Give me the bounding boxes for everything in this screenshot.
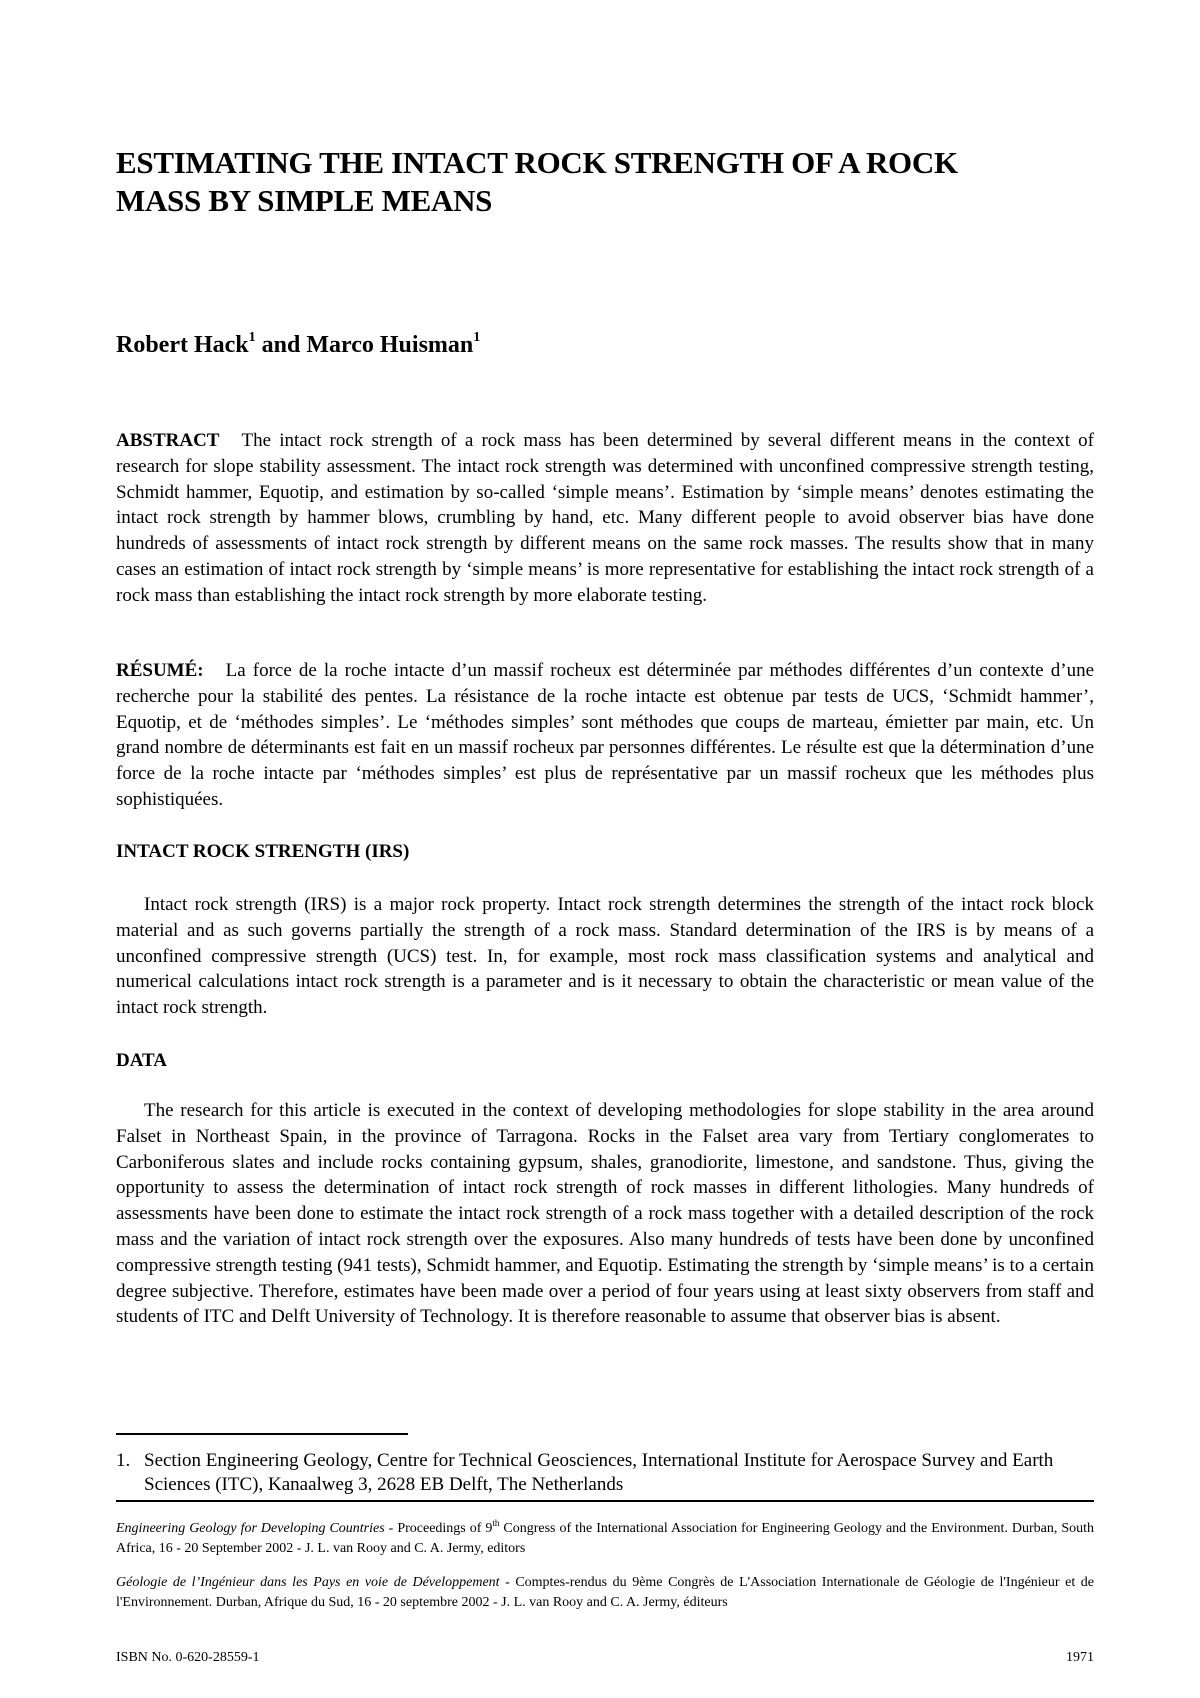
proceedings-english: Engineering Geology for Developing Countries - Proceedings of 9th Congress of the International Association for Engineering Geology and the Environment. Durban, South Africa, 16 - 20 September 2002 - J. L. van Rooy and C. A. Jermy, editors [116,1518,1094,1556]
proceedings-english-title: Engineering Geology for Developing Countries [116,1521,385,1536]
author-line [116,330,480,360]
author-name: Marco Huisman [306,332,474,358]
author-name: Robert Hack [116,332,249,358]
section-heading-irs: INTACT ROCK STRENGTH (IRS) [116,841,410,862]
proceedings-french: Géologie de l’Ingénieur dans les Pays en voie de Développement - Comptes-rendus du 9ème Congrès de L'Association Internationale de Géologie de l'Ingénieur et de l'Environnement. Durban, Afrique du Sud, 16 - 20 septembre 2002 - J. L. van Rooy and C. A. Jermy, éditeurs [116,1575,1094,1610]
footnote-number: 1. [116,1450,131,1471]
footnote-text: Section Engineering Geology, Centre for Technical Geosciences, International Institute for Aerospace Survey and Earth Sciences (ITC), Kanaalweg 3, 2628 EB Delft, The Netherlands [144,1450,1054,1495]
resume-label: RÉSUMÉ: [116,660,204,681]
isbn: ISBN No. 0-620-28559-1 [116,1650,260,1665]
abstract-paragraph [116,428,1094,609]
data-paragraph: The research for this article is executed in the context of developing methodologies for slope stability in the area around Falset in Northeast Spain, in the province of Tarragona. Rocks in the Falset area vary from Tertiary conglomerates to Carboniferous slates and include rocks containing gypsum, shales, granodiorite, limestone, and sandstone. Thus, giving the opportunity to assess the determination of intact rock strength of rock masses in different lithologies. Many hundreds of assessments have been done to estimate the intact rock strength of a rock mass together with a detailed description of the rock mass and the variation of intact rock strength over the exposures. Also many hundreds of tests have been done by unconfined compressive strength testing (941 tests), Schmidt hammer, and Equotip. Estimating the strength by ‘simple means’ is to a certain degree subjective. Therefore, estimates have been made over a period of four years using at least sixty observers from staff and students of ITC and Delft University of Technology. It is therefore reasonable to assume that observer bias is absent. [116,1100,1094,1328]
resume-paragraph [116,658,1094,813]
affiliation-marker: 1 [473,330,481,345]
paper-page [116,0,1094,1698]
abstract-label: ABSTRACT [116,430,220,451]
page-number: 1971 [1066,1650,1094,1665]
resume-text: La force de la roche intacte d’un massif rocheux est déterminée par méthodes différentes d’un contexte d’une recherche pour la stabilité des pentes. La résistance de la roche intacte est obtenue par tests de UCS, ‘Schmidt hammer’, Equotip, et de ‘méthodes simples’. Le ‘méthodes simples’ sont méthodes que coups de marteau, émietter par main, etc. Un grand nombre de déterminants est fait en un massif rocheux par personnes différentes. Le résulte est que la détermination d’une force de la roche intacte par ‘méthodes simples’ est plus de représentative par un massif rocheux que les méthodes plus sophistiquées. [116,660,1094,810]
author-conjunction: and [261,332,301,358]
irs-paragraph: Intact rock strength (IRS) is a major rock property. Intact rock strength determines the strength of the intact rock block material and as such governs partially the strength of a rock mass. Standard determination of the IRS is by means of a unconfined compressive strength (UCS) test. In, for example, most rock mass classification systems and analytical and numerical calculations intact rock strength is a parameter and is it necessary to obtain the characteristic or mean value of the intact rock strength. [116,894,1094,1019]
footnote-divider [116,1433,408,1435]
footer-divider [116,1500,1094,1502]
section-heading-data: DATA [116,1050,168,1071]
affiliation-marker: 1 [248,330,256,345]
footnote [116,1449,1094,1497]
abstract-text: The intact rock strength of a rock mass has been determined by several different means in the context of research for slope stability assessment. The intact rock strength was determined with unconfined compressive strength testing, Schmidt hammer, Equotip, and estimation by so-called ‘simple means’. Estimation by ‘simple means’ denotes estimating the intact rock strength by hammer blows, crumbling by hand, etc. Many different people to avoid observer bias have done hundreds of assessments of intact rock strength by different means on the same rock masses. The results show that in many cases an estimation of intact rock strength by ‘simple means’ is more representative for establishing the intact rock strength of a rock mass than establishing the intact rock strength by more elaborate testing. [116,430,1094,606]
proceedings-french-title: Géologie de l’Ingénieur dans les Pays en voie de Développement [116,1575,500,1590]
paper-title: ESTIMATING THE INTACT ROCK STRENGTH OF A ROCK MASS BY SIMPLE MEANS [116,145,958,218]
